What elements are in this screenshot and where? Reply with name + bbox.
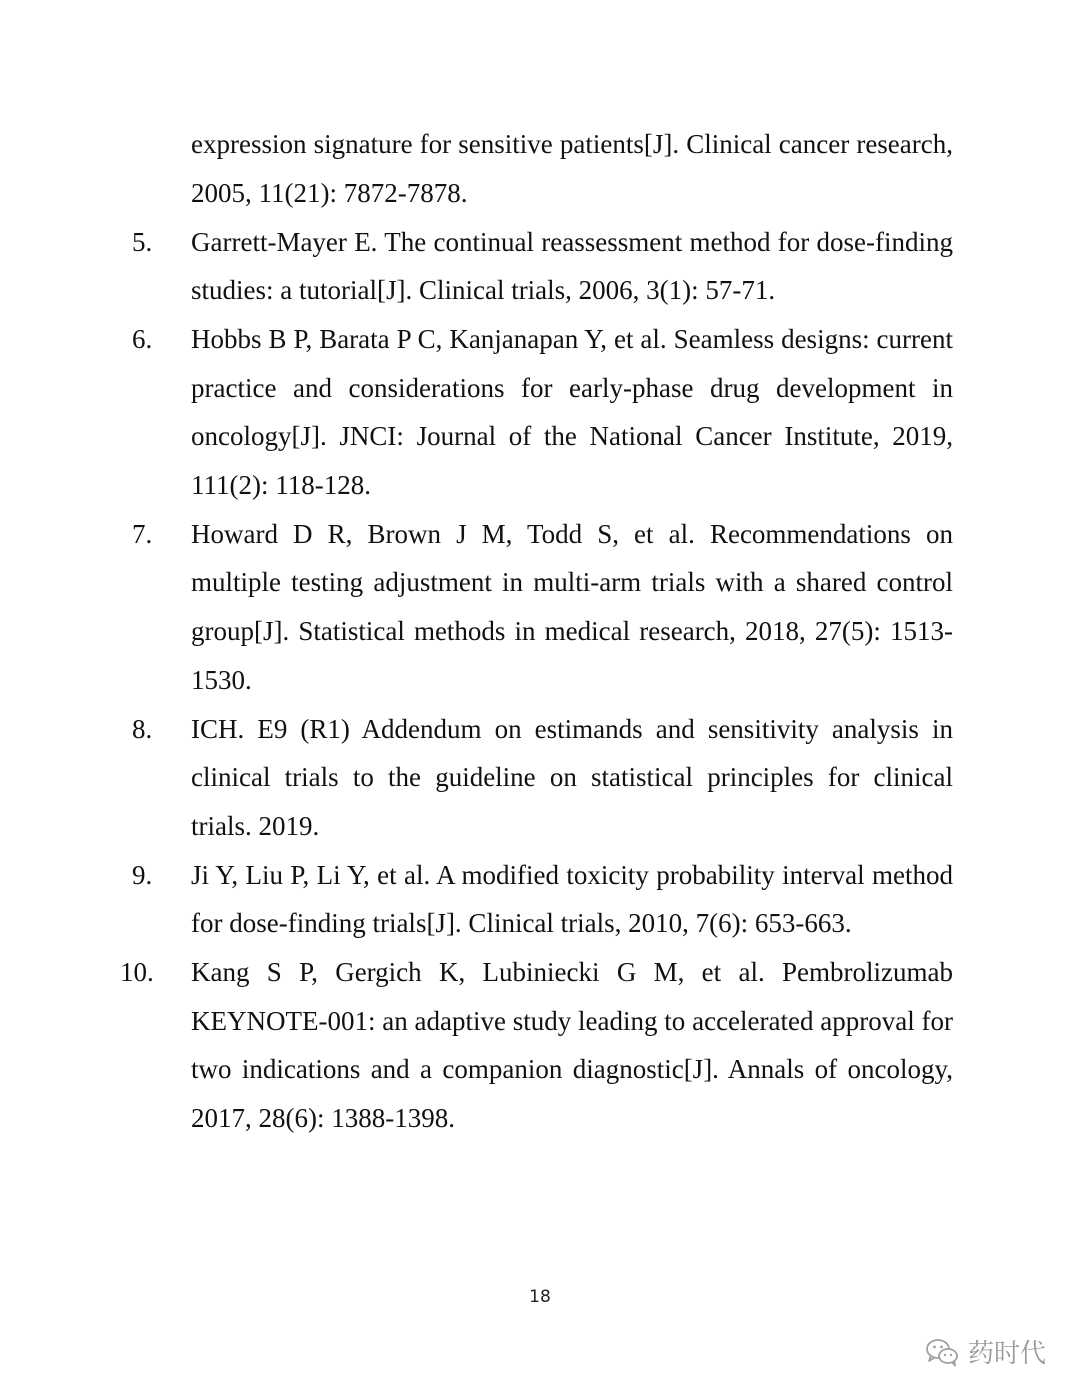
- watermark: [924, 1333, 1046, 1370]
- reference-number: 7.: [132, 518, 153, 549]
- watermark-text: 药时代: [967, 1339, 1046, 1369]
- wechat-icon: [924, 1337, 960, 1367]
- reference-item-10: [120, 948, 953, 1143]
- reference-continuation: expression signature for sensitive patients[J]. Clinical cancer research, 2005, 11(21): 7872-7878.: [191, 129, 953, 208]
- reference-list: [120, 218, 960, 1143]
- reference-text: ICH. E9 (R1) Addendum on estimands and sensitivity analysis in clinical trials to the guideline on statistical principles for clinical trials. 2019.: [191, 713, 953, 841]
- reference-text: Howard D R, Brown J M, Todd S, et al. Recommendations on multiple testing adjustment in multi-arm trials with a shared control group[J]. Statistical methods in medical research, 2018, 27(5): 1513-1530.: [191, 518, 953, 695]
- reference-item-6: [120, 315, 953, 510]
- reference-item-8: [120, 705, 953, 851]
- page-number: 18: [529, 1287, 551, 1307]
- reference-text: Kang S P, Gergich K, Lubiniecki G M, et al. Pembrolizumab KEYNOTE-001: an adaptive study leading to accelerated approval for two indications and a companion diagnostic[J]. Annals of oncology, 2017, 28(6): 1388-1398.: [191, 957, 953, 1134]
- reference-text: Hobbs B P, Barata P C, Kanjanapan Y, et al. Seamless designs: current practice and considerations for early-phase drug development in oncology[J]. JNCI: Journal of the National Cancer Institute, 2019, 111(2): 118-128.: [191, 323, 953, 501]
- reference-text: Garrett-Mayer E. The continual reassessment method for dose-finding studies: a tutorial[J]. Clinical trials, 2006, 3(1): 57-71.: [191, 226, 953, 306]
- reference-number: 6.: [132, 323, 153, 354]
- reference-number: 10.: [120, 957, 154, 988]
- reference-number: 9.: [132, 859, 153, 890]
- reference-item-7: [120, 510, 953, 705]
- reference-item-5: [120, 218, 953, 315]
- reference-number: 8.: [132, 713, 153, 744]
- reference-text: Ji Y, Liu P, Li Y, et al. A modified toxicity probability interval method for dose-finding trials[J]. Clinical trials, 2010, 7(6): 653-663.: [191, 859, 953, 939]
- reference-number: 5.: [132, 226, 153, 257]
- reference-item-9: [120, 851, 953, 948]
